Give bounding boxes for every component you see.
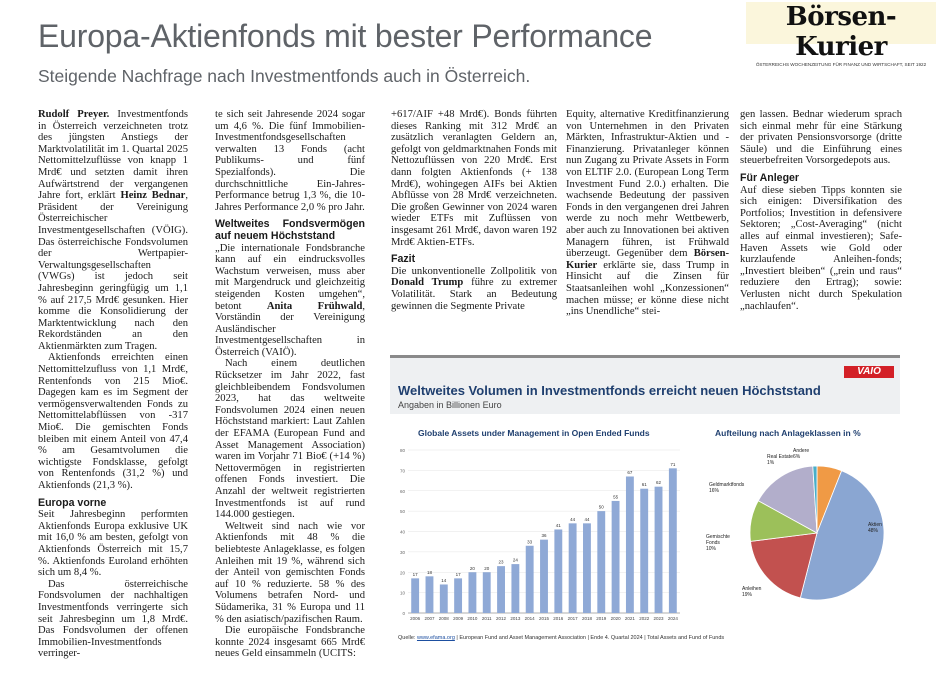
x-tick-label: 2016 [553, 616, 564, 621]
bar-value-label: 50 [598, 504, 604, 510]
article-paragraph [38, 109, 188, 352]
paragraph-text: Investmentfonds in Österreich verzeichneten trotz des jüngsten Anstiegs der Marktvolatilität im 1. Quartal 2025 Nettomittelzuflüsse von knapp 1 Mrd€ und setzten damit ihren Aufwärtstrend der vergangenen Jahre fort, erklärt [38, 109, 188, 202]
bar-value-label: 44 [584, 516, 590, 522]
masthead-tagline: ÖSTERREICHS WOCHENZEITUNG FÜR FINANZ UND WIRTSCHAFT, SEIT 1922 [755, 62, 927, 67]
pie-label: 6% [793, 454, 801, 460]
bar [640, 489, 648, 613]
article-paragraph: gen lassen. Bednar wiederum sprach sich einmal mehr für eine Stärkung der privaten Pensionsvorsorge (dritte Säule) und die Einführung eines steuerbefreiten Vorsorgedepots aus. [740, 109, 902, 167]
y-tick-label: 80 [399, 448, 405, 453]
article-paragraph: Auf diese sieben Tipps konnten sie sich einigen: Diversifikation des Portfolios; Investition in defensivere Sektoren; „Cost-Averaging“ (nicht alles auf einmal investieren); Safe-Haven Assets wie Gold oder kurzlaufende Anleihen-fonds; „Investiert bleiben“ („rein und raus“ reduziere den Ertrag); sowie: Verlusten nicht durch Spekulation „nachlaufen“. [740, 184, 902, 312]
x-tick-label: 2009 [453, 616, 464, 621]
bar [426, 576, 434, 613]
bar [540, 540, 548, 613]
bar-value-label: 36 [541, 533, 547, 539]
x-tick-label: 2024 [667, 616, 678, 621]
chart-canvas [390, 358, 900, 645]
bar [468, 572, 476, 613]
article-column-4 [566, 109, 729, 341]
article-paragraph: +617/AIF +48 Mrd€). Bonds führten dieses Ranking mit 312 Mrd€ an zusätzlich veranlagten Geldern an, gefolgt von geldmarktnahen Fonds mit Nettozuflüssen von 220 Mrd€. Erst dann folgten Aktienfonds (+ 138 Mrd€), wohingegen AIFs bei Aktien Abflüsse von 28 Mrd€ verzeichneten. Die großen Gewinner von 2024 waren wieder ETFs mit Zuflüssen von insgesamt 261 Mrd€, davon waren 192 Mrd€ Aktien-ETFs. [391, 109, 557, 248]
bar [526, 546, 534, 613]
bar [583, 523, 591, 613]
bar [669, 468, 677, 613]
x-tick-label: 2021 [624, 616, 635, 621]
chart-source [398, 635, 724, 641]
bar-value-label: 44 [570, 516, 576, 522]
y-tick-label: 70 [399, 468, 405, 474]
subheadline: Steigende Nachfrage nach Investmentfonds auch in Österreich. [38, 66, 531, 86]
person-name: Heinz Bednar [120, 190, 186, 202]
bar-value-label: 33 [527, 539, 533, 545]
bar [454, 578, 462, 613]
x-tick-label: 2023 [653, 616, 664, 621]
x-tick-label: 2011 [481, 616, 492, 621]
x-tick-label: 2013 [510, 616, 521, 621]
bar-value-label: 14 [441, 577, 447, 583]
y-tick-label: 40 [399, 529, 405, 535]
pie-label: Aktien [868, 522, 882, 528]
bar-value-label: 67 [627, 469, 633, 475]
x-tick-label: 2020 [610, 616, 621, 621]
pie-label: 48% [868, 528, 879, 534]
person-name: Donald Trump [391, 277, 464, 289]
bar-value-label: 71 [670, 461, 676, 467]
x-tick-label: 2014 [524, 616, 535, 621]
x-tick-label: 2015 [538, 616, 550, 621]
headline: Europa-Aktienfonds mit bester Performance [38, 18, 653, 54]
x-tick-label: 2010 [467, 616, 478, 621]
pie-label: Geldmarktfonds [709, 482, 745, 488]
article-paragraph: Weltweit sind nach wie vor Aktienfonds mit 48 % die beliebteste Anlageklasse, es folgen Anleihen mit 19 %, während sich der Anteil von gemischten Fonds auf 10 % reduzierte. 58 % des Volumens betrafen Nord- und Südamerika, 31 % Europa und 11 % den asiatisch/pazifischen Raum. [215, 520, 365, 625]
article-paragraph: Seit Jahresbeginn performten Aktienfonds Europa exklusive UK mit 16,0 % am besten, gefolgt von Aktienfonds Österreich mit 15,7 %. Aktienfonds Euroland erhöhten sich um 8,4 %. [38, 509, 188, 579]
paragraph-text: „Die internationale Fondsbranche kann auf ein eindrucksvolles Wachstum verweisen, muss aber mit Margendruck und gleichzeitig steigenden Kosten umgehen“, betont [215, 242, 365, 312]
bar [626, 476, 634, 613]
pie-label: 16% [709, 488, 720, 494]
paragraph-text: Equity, alternative Kreditfinanzierung von Unternehmen in den Privaten Märkten, Infrastruktur-Aktien und -Finanzierung. Privatanleger können nun Zugang zu Private Assets in Form von ELTIF 2.0. (European Long Term Investment Fund 2.0.) erhalten. Die wachsende Bedeutung der passiven Fonds in den vergangenen drei Jahren werde zu noch mehr Wettbewerb, aber auch zu Innovationen bei aktiven Managern führen, ist Frühwald überzeugt. Gegenüber dem [566, 109, 729, 260]
bar-value-label: 18 [426, 569, 432, 575]
y-tick-label: 0 [402, 611, 405, 616]
bar-chart-title: Globale Assets under Management in Open Ended Funds [418, 428, 650, 438]
bar [411, 578, 419, 613]
pie-label: Gemischte [706, 534, 730, 540]
article-paragraph: Aktienfonds erreichten einen Nettomittelzufluss von 1,1 Mrd€, Rentenfonds von 215 Mio€. Dagegen kam es im Segment der vermögensverwaltenden Fonds zu Nettomittelabflüssen von -317 Mio€. Die gemischten Fonds bleiben mit einem Anteil von 47,4 % am Gesamtvolumen die wichtigste Fondsklasse, gefolgt von Rentenfonds (31,2 %) und Aktienfonds (21,3 %). [38, 352, 188, 491]
bar [569, 523, 577, 613]
paragraph-text: Die unkonventionelle Zollpolitik von [391, 265, 557, 277]
y-tick-label: 20 [399, 570, 405, 576]
bar-value-label: 23 [498, 559, 504, 565]
bar-value-label: 20 [484, 565, 490, 571]
pie-label: 10% [706, 546, 717, 552]
x-tick-label: 2022 [639, 616, 650, 621]
bar [655, 487, 663, 613]
chart-subtitle: Angaben in Billionen Euro [398, 400, 502, 410]
y-tick-label: 10 [399, 590, 405, 596]
bar-value-label: 24 [512, 557, 518, 563]
source-text: | European Fund and Asset Management Association | Ende 4. Quartal 2024 | Total Assets and Fund of Funds [454, 635, 725, 641]
bar-value-label: 55 [613, 494, 619, 500]
subheading-europa-vorne: Europa vorne [38, 496, 107, 509]
bar-value-label: 20 [469, 565, 475, 571]
newspaper-logo: Börsen-Kurier [785, 2, 897, 62]
article-column-1 [38, 109, 188, 660]
person-name: Anita Frühwald [266, 300, 363, 312]
bar [497, 566, 505, 613]
article-paragraph: Die europäische Fondsbranche konnte 2024 insgesamt 665 Mrd€ neues Geld einsammeln (UCITS: [215, 625, 365, 660]
bar-value-label: 17 [412, 571, 418, 577]
article-paragraph: te sich seit Jahresende 2024 sogar um 4,6 %. Die fünf Immobilien-Investmentfondsgesellschaften verwalten 13 Fonds (acht Publikums- und fünf Spezialfonds). Die durchschnittliche Ein-Jahres-Performance betrug 1,3 %, die 10-Jahres Performance 2,0 % pro Jahr. [215, 109, 365, 213]
bar [554, 529, 562, 613]
source-label: Quelle: [398, 635, 417, 641]
article-paragraph [391, 266, 557, 312]
article-column-2 [215, 109, 365, 660]
article-paragraph: Das österreichische Fondsvolumen der nachhaltigen Investmentfonds verringerte sich seit Jahresbeginn um 1,8 Mrd€. Das Fondsvolumen der offenen Immobilien-Investmentfonds verringer- [38, 578, 188, 660]
x-tick-label: 2007 [424, 616, 435, 621]
subheading-fuer-anleger: Für Anleger [740, 171, 800, 184]
article-paragraph: Nach einem deutlichen Rücksetzer im Jahr 2022, fast gleichbleibendem Fondsvolumen 2023, hat das weltweite Fondsvolumen 2024 einen neuen Höchststand markiert: Laut Zahlen der EFAMA (European Fund and Asset Management Association) waren im Vorjahr 71 Bio€ (+14 %) Nettovermögen in registrierten offenen Fonds investiert. Die Anzahl der weltweit registrierten Investmentfonds ist auf rund 144.000 gestiegen. [215, 358, 365, 521]
paragraph-text: führe zu extremer Volatilität. Stark an Bedeutung gewinnen die Segmente Private [391, 277, 557, 312]
pie-label: Anleihen [742, 586, 762, 592]
y-tick-label: 30 [399, 549, 405, 555]
chart-infographic [390, 355, 900, 645]
pie-label: 19% [742, 592, 753, 598]
pie-label: 1% [767, 460, 775, 466]
bar [440, 584, 448, 613]
y-tick-label: 50 [399, 509, 405, 515]
pie-label: Real Estate [767, 454, 793, 460]
paragraph-text: , Präsident der Vereinigung Österreichischer Investmentgesellschaften (VÖIG). Das österreichische Fondsvolumen der Wertpapier-Verwaltungsgesellschaften (VWGs) ist jedoch seit Jahresbeginn geringfügig um 1,1 % auf 217,5 Mrd€ gesunken. Hier komme die Konsolidierung der Marktentwicklung nach den Rekordständen an den Aktienmärkten zum Tragen. [38, 190, 188, 352]
x-tick-label: 2006 [410, 616, 421, 621]
x-tick-label: 2018 [581, 616, 592, 621]
bar [597, 511, 605, 613]
x-tick-label: 2012 [496, 616, 507, 621]
article-paragraph [215, 243, 365, 359]
masthead [746, 2, 936, 67]
y-tick-label: 60 [399, 488, 405, 494]
bar-value-label: 62 [656, 480, 662, 486]
subheading-fondsvermoegen: Weltweites Fondsvermögen auf neuem Höchststand [215, 218, 365, 242]
paragraph-text: , Vorständin der Vereinigung Ausländischer Investmentgesellschaften in Österreich (VAIÖ). [215, 300, 365, 358]
bar-value-label: 41 [555, 522, 561, 528]
article-column-5 [740, 109, 902, 341]
article-paragraph [566, 109, 729, 318]
pie-label: Andere [793, 448, 810, 454]
bar [483, 572, 491, 613]
chart-title: Weltweites Volumen in Investmentfonds erreicht neuen Höchststand [398, 383, 821, 398]
bar [612, 501, 620, 613]
source-link[interactable]: www.efama.org [416, 635, 455, 641]
paragraph-text: erklärte sie, dass Trump in Hinsicht auf die Zinsen für Staatsanleihen wohl „Konzessionen“ machen müsse; er könne diese nicht „ins Unendliche“ stei- [566, 259, 729, 318]
bar-value-label: 61 [641, 482, 647, 488]
article-column-3 [391, 109, 557, 341]
x-tick-label: 2019 [596, 616, 607, 621]
bar-value-label: 17 [455, 571, 461, 577]
subheading-fazit: Fazit [391, 253, 416, 266]
author-name: Rudolf Preyer. [38, 109, 110, 120]
x-tick-label: 2017 [567, 616, 578, 621]
vaio-logo: VAIÖ [844, 366, 894, 378]
pie-label: Fonds [706, 540, 720, 546]
pie-chart-title: Aufteilung nach Anlageklassen in % [715, 428, 861, 438]
x-tick-label: 2008 [438, 616, 449, 621]
bar [511, 564, 519, 613]
newspaper-name: Börsen-Kurier [566, 248, 729, 271]
